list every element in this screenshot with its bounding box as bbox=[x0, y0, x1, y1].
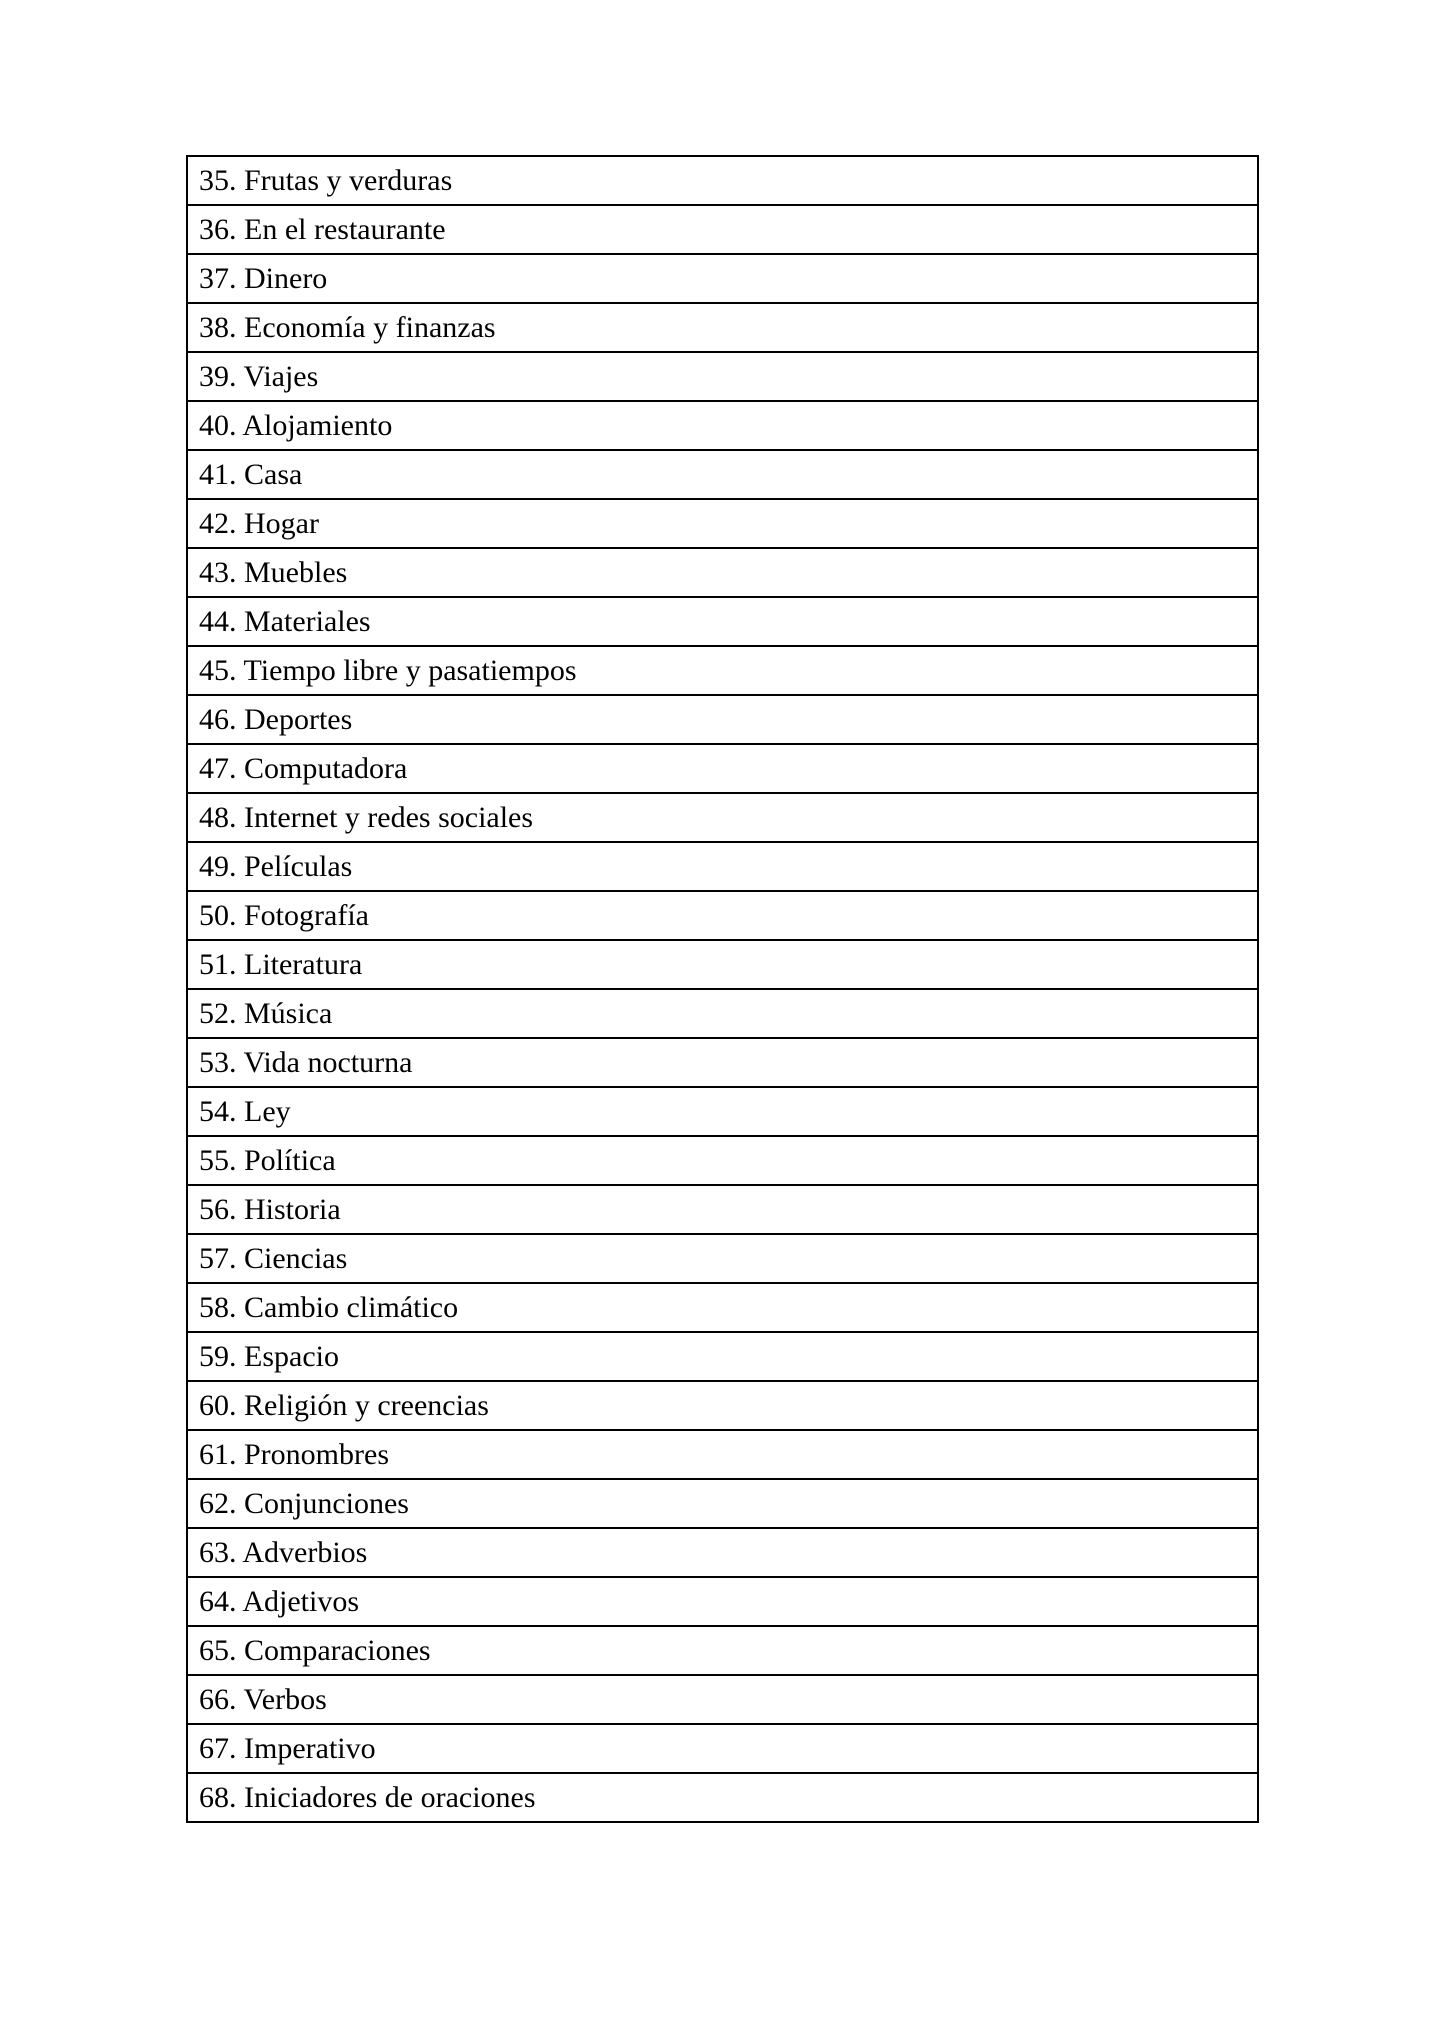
table-row bbox=[187, 1234, 1258, 1283]
toc-entry: 63. Adverbios bbox=[187, 1528, 1258, 1577]
toc-entry: 50. Fotografía bbox=[187, 891, 1258, 940]
table-row bbox=[187, 842, 1258, 891]
toc-entry: 65. Comparaciones bbox=[187, 1626, 1258, 1675]
table-row bbox=[187, 1479, 1258, 1528]
table-row bbox=[187, 1038, 1258, 1087]
table-row bbox=[187, 891, 1258, 940]
toc-entry: 41. Casa bbox=[187, 450, 1258, 499]
table-row bbox=[187, 303, 1258, 352]
table-row bbox=[187, 744, 1258, 793]
table-row bbox=[187, 940, 1258, 989]
toc-entry: 46. Deportes bbox=[187, 695, 1258, 744]
table-row bbox=[187, 1577, 1258, 1626]
toc-entry: 39. Viajes bbox=[187, 352, 1258, 401]
toc-entry: 61. Pronombres bbox=[187, 1430, 1258, 1479]
table-row bbox=[187, 1185, 1258, 1234]
table-of-contents bbox=[186, 155, 1259, 1823]
toc-entry: 67. Imperativo bbox=[187, 1724, 1258, 1773]
table-row bbox=[187, 1283, 1258, 1332]
table-row bbox=[187, 646, 1258, 695]
table-row bbox=[187, 1381, 1258, 1430]
toc-entry: 53. Vida nocturna bbox=[187, 1038, 1258, 1087]
table-row bbox=[187, 1724, 1258, 1773]
table-row bbox=[187, 597, 1258, 646]
toc-entry: 45. Tiempo libre y pasatiempos bbox=[187, 646, 1258, 695]
toc-entry: 52. Música bbox=[187, 989, 1258, 1038]
toc-entry: 43. Muebles bbox=[187, 548, 1258, 597]
table-row bbox=[187, 695, 1258, 744]
table-row bbox=[187, 352, 1258, 401]
toc-entry: 58. Cambio climático bbox=[187, 1283, 1258, 1332]
toc-entry: 44. Materiales bbox=[187, 597, 1258, 646]
table-row bbox=[187, 1626, 1258, 1675]
table-row bbox=[187, 548, 1258, 597]
table-row bbox=[187, 1528, 1258, 1577]
table-row bbox=[187, 1332, 1258, 1381]
toc-entry: 68. Iniciadores de oraciones bbox=[187, 1773, 1258, 1822]
toc-entry: 62. Conjunciones bbox=[187, 1479, 1258, 1528]
table-row bbox=[187, 156, 1258, 205]
table-row bbox=[187, 793, 1258, 842]
toc-entry: 55. Política bbox=[187, 1136, 1258, 1185]
toc-entry: 54. Ley bbox=[187, 1087, 1258, 1136]
toc-entry: 59. Espacio bbox=[187, 1332, 1258, 1381]
table-row bbox=[187, 989, 1258, 1038]
toc-entry: 51. Literatura bbox=[187, 940, 1258, 989]
toc-entry: 49. Películas bbox=[187, 842, 1258, 891]
toc-entry: 56. Historia bbox=[187, 1185, 1258, 1234]
toc-entry: 36. En el restaurante bbox=[187, 205, 1258, 254]
toc-entry: 47. Computadora bbox=[187, 744, 1258, 793]
toc-entry: 35. Frutas y verduras bbox=[187, 156, 1258, 205]
table-row bbox=[187, 254, 1258, 303]
table-row bbox=[187, 450, 1258, 499]
table-row bbox=[187, 1136, 1258, 1185]
table-row bbox=[187, 205, 1258, 254]
table-body bbox=[187, 156, 1258, 1822]
toc-entry: 38. Economía y finanzas bbox=[187, 303, 1258, 352]
table-row bbox=[187, 401, 1258, 450]
toc-entry: 48. Internet y redes sociales bbox=[187, 793, 1258, 842]
toc-entry: 60. Religión y creencias bbox=[187, 1381, 1258, 1430]
toc-entry: 42. Hogar bbox=[187, 499, 1258, 548]
toc-entry: 64. Adjetivos bbox=[187, 1577, 1258, 1626]
toc-entry: 66. Verbos bbox=[187, 1675, 1258, 1724]
table-row bbox=[187, 1087, 1258, 1136]
toc-entry: 37. Dinero bbox=[187, 254, 1258, 303]
table-row bbox=[187, 499, 1258, 548]
table-row bbox=[187, 1675, 1258, 1724]
table-row bbox=[187, 1773, 1258, 1822]
toc-entry: 57. Ciencias bbox=[187, 1234, 1258, 1283]
toc-entry: 40. Alojamiento bbox=[187, 401, 1258, 450]
table-row bbox=[187, 1430, 1258, 1479]
